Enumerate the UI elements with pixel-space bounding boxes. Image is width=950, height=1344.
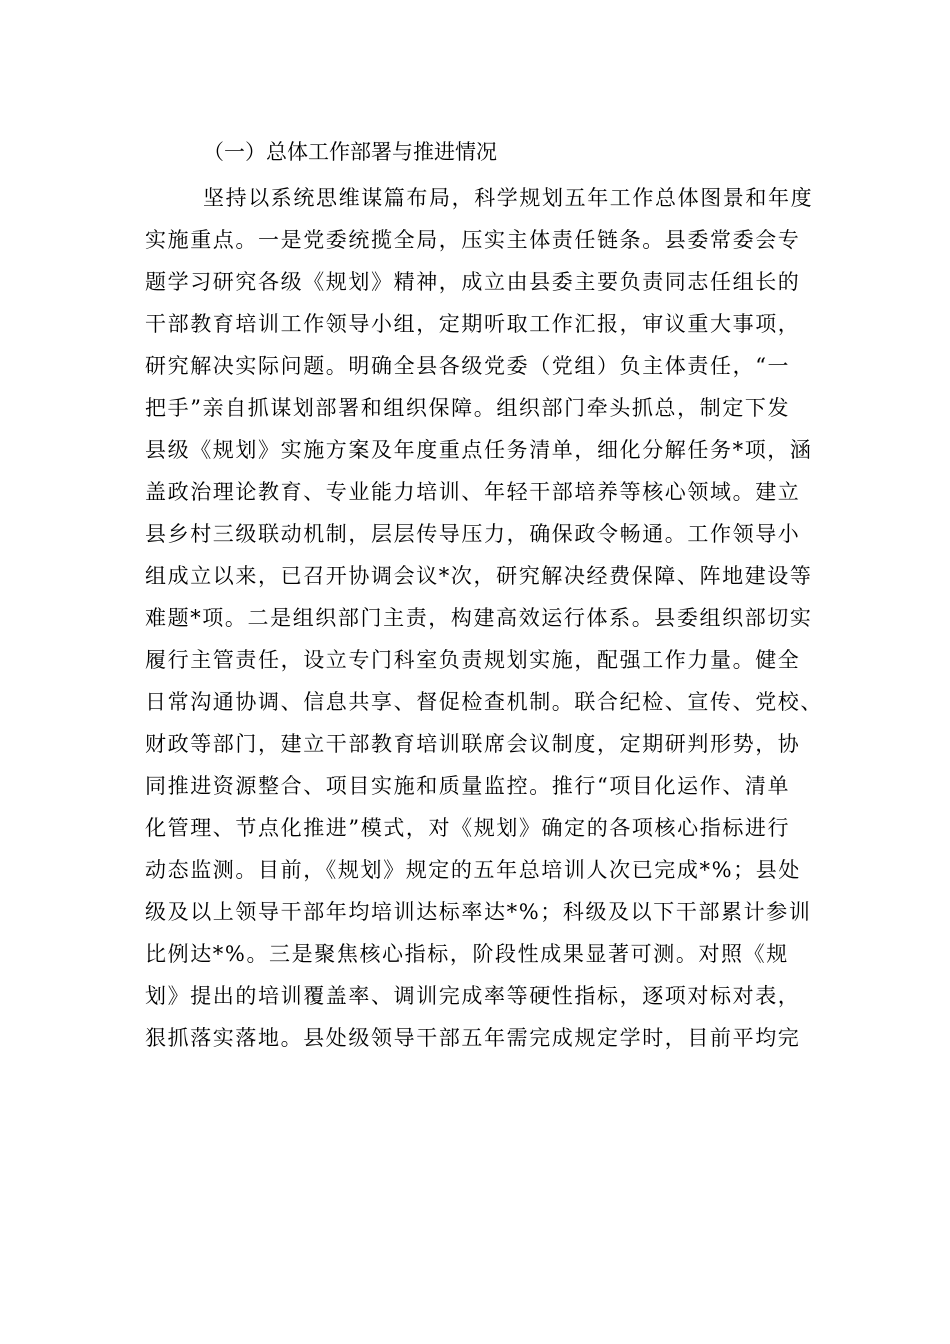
text-line: 履行主管责任，设立专门科室负责规划实施，配强工作力量。健全 [145, 648, 801, 672]
text-line: 组成立以来，已召开协调会议*次，研究解决经费保障、阵地建设等 [145, 564, 813, 588]
text-line: 把手”亲自抓谋划部署和组织保障。组织部门牵头抓总，制定下发 [145, 396, 791, 420]
text-line: 题学习研究各级《规划》精神，成立由县委主要负责同志任组长的 [145, 270, 801, 294]
text-line: 比例达*%。三是聚焦核心指标，阶段性成果显著可测。对照《规 [145, 942, 789, 966]
text-line: 盖政治理论教育、专业能力培训、年轻干部培养等核心领域。建立 [145, 480, 801, 504]
text-line: 同推进资源整合、项目实施和质量监控。推行“项目化运作、清单 [145, 774, 791, 798]
text-line: 坚持以系统思维谋篇布局，科学规划五年工作总体图景和年度 [203, 186, 814, 210]
text-line: 研究解决实际问题。明确全县各级党委（党组）负主体责任，“一 [145, 354, 791, 378]
section-heading: （一）总体工作部署与推进情况 [203, 140, 497, 164]
text-line: 划》提出的培训覆盖率、调训完成率等硬性指标，逐项对标对表， [145, 984, 801, 1008]
text-line: 县级《规划》实施方案及年度重点任务清单，细化分解任务*项，涵 [145, 438, 813, 462]
text-line: 级及以上领导干部年均培训达标率达*%；科级及以下干部累计参训 [145, 900, 812, 924]
text-line: 干部教育培训工作领导小组，定期听取工作汇报，审议重大事项， [145, 312, 801, 336]
text-line: 化管理、节点化推进”模式，对《规划》确定的各项核心指标进行 [145, 816, 791, 840]
text-line: 实施重点。一是党委统揽全局，压实主体责任链条。县委常委会专 [145, 228, 801, 252]
text-line: 财政等部门，建立干部教育培训联席会议制度，定期研判形势，协 [145, 732, 801, 756]
text-line: 狠抓落实落地。县处级领导干部五年需完成规定学时，目前平均完 [145, 1026, 801, 1050]
text-line: 县乡村三级联动机制，层层传导压力，确保政令畅通。工作领导小 [145, 522, 801, 546]
text-line: 日常沟通协调、信息共享、督促检查机制。联合纪检、宣传、党校、 [145, 690, 823, 714]
text-line: 难题*项。二是组织部门主责，构建高效运行体系。县委组织部切实 [145, 606, 813, 630]
text-line: 动态监测。目前，《规划》规定的五年总培训人次已完成*%；县处 [145, 858, 801, 882]
